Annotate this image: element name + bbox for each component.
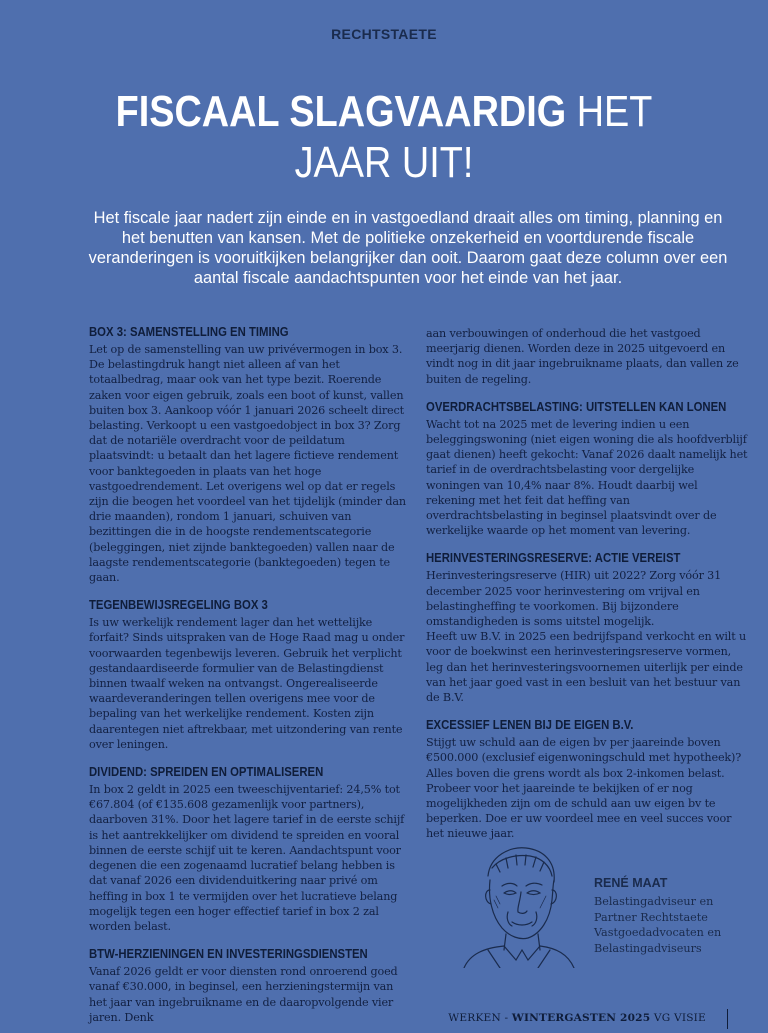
section-heading-lenen: EXCESSIEF LENEN BIJ DE EIGEN B.V.: [426, 718, 634, 733]
section-heading-overdracht: OVERDRACHTSBELASTING: UITSTELLEN KAN LONEN: [426, 399, 727, 414]
section-body-dividend: In box 2 geldt in 2025 een tweeschijventarief: 24,5% tot €67.804 (of €135.608 gezamenlijk voor partners), daarboven 31%. Door het lagere tarief in de eerste schijf is het aantrekkelijker om dividend te spreiden en vooral binnen de eerste schijf uit te keren. Aandachtspunt voor degenen die een zogenaamd lucratief belang hebben is dat vanaf 2026 een dividenduitkering naar privé om heffing in box 1 te vermijden over het lucratieve belang mogelijk tegen een hoger effectief tarief in box 2 zal worden belast.: [89, 783, 405, 933]
section-body-hir: Herinvesteringsreserve (HIR) uit 2022? Zorg vóór 31 december 2025 voor herinvestering om vrijval en belastingheffing te voorkomen. Bij bijzondere omstandigheden is soms uitstel mogelijk.: [426, 569, 722, 629]
section-heading-box3: BOX 3: SAMENSTELLING EN TIMING: [89, 325, 289, 339]
footer-publication: WERKEN -: [448, 1012, 512, 1024]
section-tag: RECHTSTAETE: [331, 26, 437, 42]
section-body-overdracht: Wacht tot na 2025 met de levering indien u een beleggingswoning (niet eigen woning die als hoofdverblijf gaat dienen) heeft gekocht: Vanaf 2026 daalt namelijk het tarief in de overdrachtsbelasting voor dergelijke woningen van 10,4% naar 8%. Houdt daarbij wel rekening met het feit dat heffing van overdrachtsbelasting in beginsel plaatsvindt over de werkelijke waarde op het moment van levering.: [426, 417, 748, 538]
section-body-tegenbewijs: Is uw werkelijk rendement lager dan het wettelijke forfait? Sinds uitspraken van de Hoge Raad mag u onder voorwaarden tegenbewijs leveren. Gebruik het verplicht gestandaardiseerde formulier van de Belastingdienst binnen twaalf weken na ontvangst. Ongerealiseerde waardeveranderingen tellen overigens mee voor de bepaling van het werkelijke rendement. Kosten zijn daarentegen niet aftrekbaar, met uitzondering van rente over leningen.: [89, 616, 405, 751]
author-name: RENÉ MAAT: [594, 876, 668, 890]
section-heading-hir: HERINVESTERINGSRESERVE: ACTIE VEREIST: [426, 551, 681, 566]
title-bold-part: FISCAAL SLAGVAARDIG: [115, 87, 567, 136]
author-role-line: Belastingadviseur en: [594, 895, 714, 908]
author-role-line: Partner Rechtstaete: [594, 910, 708, 924]
title-light-part-1: HET: [576, 87, 653, 136]
lead-paragraph: Het fiscale jaar nadert zijn einde en in vastgoedland draait alles om timing, planning en het benutten van kansen. Met de politieke onzekerheid en voortdurende fiscale veranderingen is vooruitkijken belangrijker dan ooit. Daarom gaat deze column over een aantal fiscale aandachtspunten voor het einde van het jaar.: [88, 209, 728, 287]
article-column-right: [426, 326, 748, 854]
page-footer: [448, 1012, 706, 1024]
title-light-part-2: JAAR UIT!: [294, 138, 474, 187]
section-heading-tegenbewijs: TEGENBEWIJSREGELING BOX 3: [89, 598, 268, 613]
section-body-hir-2: Heeft uw B.V. in 2025 een bedrijfspand verkocht en wilt u voor de boekwinst een herinvesteringsreserve vormen, leg dan het herinvesteringsvoornemen uiterlijk per einde van het jaar goed vast in een besluit van het bestuur van de B.V.: [426, 630, 747, 705]
author-portrait-sketch: [460, 838, 578, 968]
footer-issue: WINTERGASTEN 2025: [511, 1012, 651, 1024]
section-heading-dividend: DIVIDEND: SPREIDEN EN OPTIMALISEREN: [89, 765, 324, 780]
section-body-btw-continued: aan verbouwingen of onderhoud die het vastgoed meerjarig dienen. Worden deze in 2025 uitgevoerd en vindt nog in dit jaar ingebruikname plaats, dan vallen ze buiten de regeling.: [426, 327, 739, 386]
section-heading-btw: BTW-HERZIENINGEN EN INVESTERINGSDIENSTEN: [89, 947, 368, 962]
author-role: [594, 894, 744, 956]
author-role-line: Vastgoedadvocaten en: [594, 926, 722, 939]
author-box: [460, 838, 736, 988]
article-column-left: [89, 324, 411, 1025]
section-body-btw: Vanaf 2026 geldt er voor diensten rond onroerend goed vanaf €30.000, in beginsel, een herzieningstermijn van het jaar van ingebruikname en de daaropvolgende vier jaren. Denk: [89, 965, 398, 1024]
page-title: [54, 86, 714, 188]
section-body-box3: Let op de samenstelling van uw privévermogen in box 3. De belastingdruk hangt niet alleen af van het totaalbedrag, maar ook van het type bezit. Roerende zaken voor eigen gebruik, zoals een boot of kunst, vallen buiten box 3. Aankoop vóór 1 januari 2026 scheelt direct belasting. Verkoopt u een vastgoedobject in box 3? Zorg dat de notariële overdracht voor de peildatum plaatsvindt: u betaalt dan het lagere fictieve rendement voor banktegoeden in plaats van het hoge vastgoedrendement. Let overigens wel op dat er regels zijn die beogen het voordeel van het tijdelijk (minder dan drie maanden), rondom 1 januari, schuiven van bezittingen die in de hoogste rendementscategorie (beleggingen, niet zijnde banktegoeden) vallen naar de laagste rendementscategorie (banktegoeden) tegen te gaan.: [89, 343, 406, 585]
footer-divider: [727, 1009, 728, 1029]
author-role-line: Belastingadviseurs: [594, 941, 702, 955]
footer-brand: VG VISIE: [650, 1012, 706, 1024]
section-body-lenen: Stijgt uw schuld aan de eigen bv per jaareinde boven €500.000 (exclusief eigenwoningschuld met hypotheek)? Alles boven die grens wordt als box 2-inkomen belast. Probeer voor het jaareinde te bekijken of er nog mogelijkheden zijn om de schuld aan uw eigen bv te beperken. Doe er uw voordeel mee en veel succes voor het nieuwe jaar.: [426, 736, 742, 841]
